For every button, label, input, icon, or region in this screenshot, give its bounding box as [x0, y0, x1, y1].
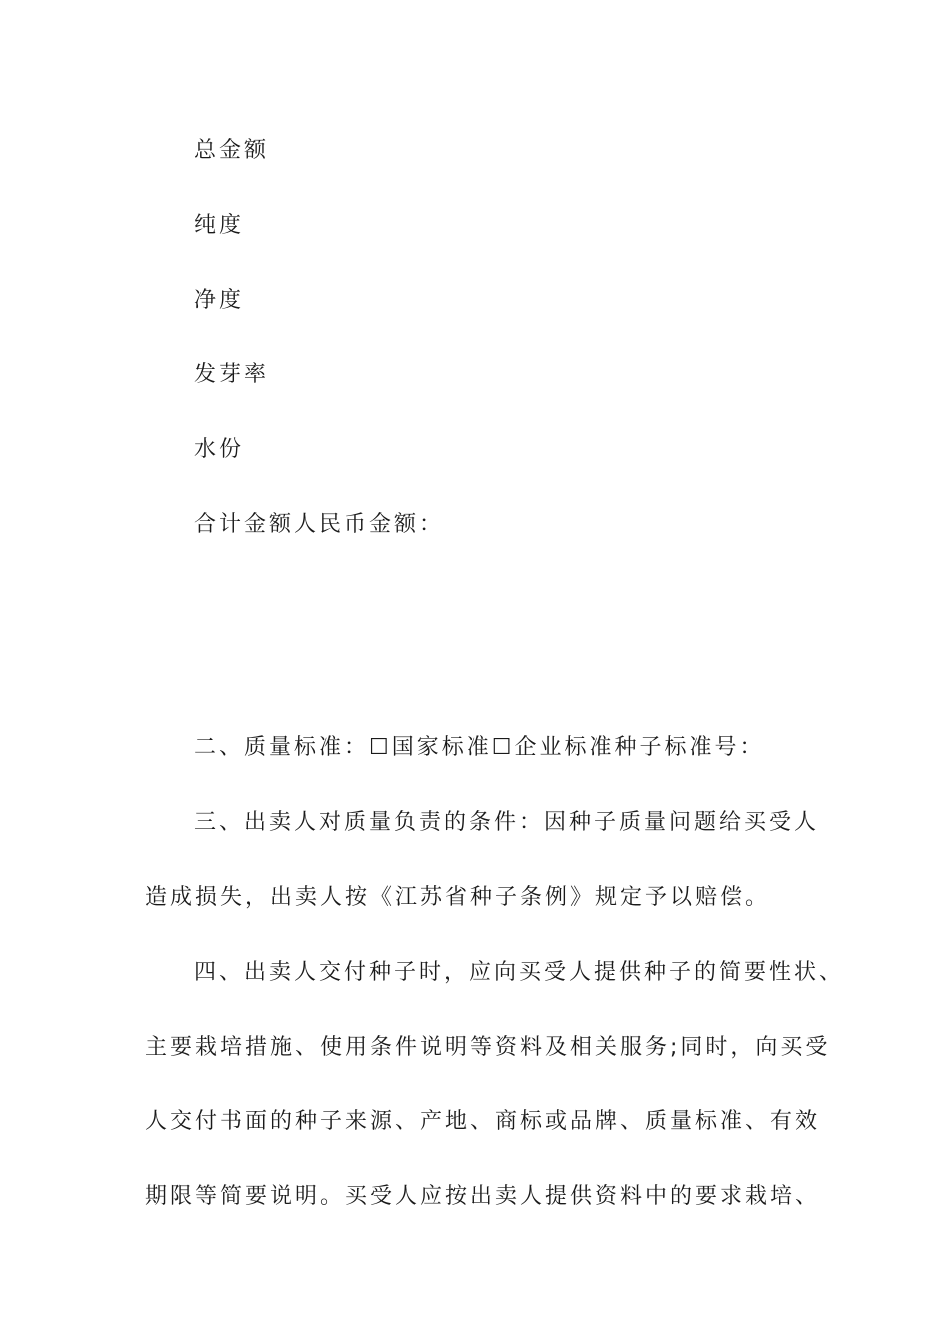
- field-germination-rate: 发芽率: [194, 362, 270, 387]
- section-4-line-3: 人交付书面的种子来源、产地、商标或品牌、质量标准、有效: [145, 1109, 821, 1134]
- section-4-line-2: 主要栽培措施、使用条件说明等资料及相关服务;同时，向买受: [145, 1035, 831, 1060]
- field-total-amount: 总金额: [194, 138, 270, 163]
- field-total-rmb: 合计金额人民币金额：: [194, 512, 445, 537]
- section-3-line-1: 三、出卖人对质量负责的条件：因种子质量问题给买受人: [194, 810, 820, 835]
- section-4-line-1: 四、出卖人交付种子时，应向买受人提供种子的简要性状、: [194, 960, 845, 985]
- section-3-line-2: 造成损失，出卖人按《江苏省种子条例》规定予以赔偿。: [145, 885, 771, 910]
- section-4-line-4: 期限等简要说明。买受人应按出卖人提供资料中的要求栽培、: [145, 1184, 821, 1209]
- field-moisture: 水份: [194, 437, 245, 462]
- section-2-quality-standard: 二、质量标准：☐国家标准☐企业标准种子标准号：: [194, 735, 765, 760]
- field-purity: 纯度: [194, 213, 245, 238]
- field-cleanliness: 净度: [194, 288, 245, 313]
